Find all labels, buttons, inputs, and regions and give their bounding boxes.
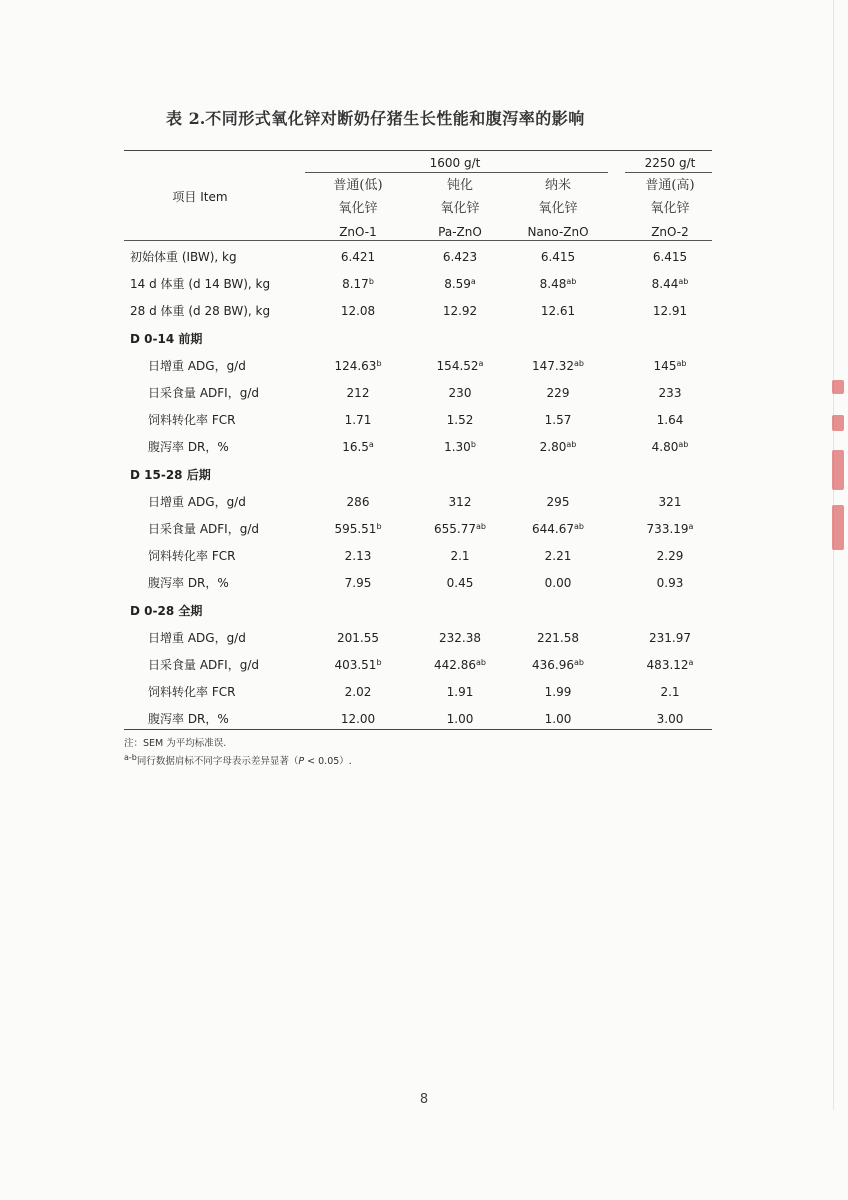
column-header-zh1: 普通(高)	[645, 178, 695, 193]
table-cell	[508, 630, 608, 646]
cell-value: 2.1	[450, 549, 470, 563]
column-header-zh1: 钝化	[446, 178, 473, 193]
cell-value: 595.51	[334, 522, 377, 536]
table-cell	[303, 630, 413, 646]
table-title	[166, 106, 585, 129]
cell-value: 1.57	[544, 413, 572, 427]
cell-value: 12.92	[442, 304, 478, 318]
cell-value: 145	[653, 359, 677, 373]
significance-letter: ab	[678, 277, 689, 286]
significance-letter: a	[368, 440, 374, 449]
table-cell	[625, 358, 715, 374]
cell-value: 2.80	[539, 440, 567, 454]
table-cell	[625, 385, 715, 401]
note-sem: 注：SEM 为平均标准误.	[124, 738, 227, 749]
table-cell	[508, 684, 608, 700]
column-header-code: Nano-ZnO	[527, 225, 589, 239]
cell-value: 1.52	[446, 413, 474, 427]
table-bottom-rule	[124, 729, 712, 730]
note-text: 同行数据肩标不同字母表示差异显著（	[136, 756, 299, 767]
table-cell	[625, 711, 715, 727]
cell-value: 1.99	[544, 685, 572, 699]
table-cell	[303, 249, 413, 265]
cell-value: 2.1	[660, 685, 680, 699]
table-cell	[303, 358, 413, 374]
significance-letter: ab	[574, 658, 584, 667]
table-cell	[410, 575, 510, 591]
cell-value: 8.48	[539, 277, 567, 291]
cell-value: 8.59	[444, 277, 471, 291]
cell-value: 8.44	[651, 277, 679, 291]
cell-value: 1.64	[656, 413, 684, 427]
title-number: 2.	[188, 109, 206, 128]
table-cell	[508, 711, 608, 727]
table-cell	[508, 494, 608, 510]
note-p: P	[298, 756, 305, 767]
table-cell	[410, 303, 510, 319]
cell-value: 1.91	[446, 685, 474, 699]
significance-letter: ab	[574, 359, 584, 368]
cell-value: 0.00	[544, 576, 572, 590]
cell-value: 229	[546, 386, 570, 400]
table-cell	[303, 711, 413, 727]
table-cell	[625, 575, 715, 591]
table-cell	[508, 358, 608, 374]
table-cell	[410, 684, 510, 700]
table-cell	[410, 249, 510, 265]
row-label: 初始体重 (IBW), kg	[130, 250, 237, 264]
cell-value: 4.80	[651, 440, 679, 454]
column-header-code: ZnO-1	[339, 225, 377, 239]
table-cell	[303, 575, 413, 591]
page-number: 8	[419, 1092, 429, 1107]
cell-value: 644.67	[532, 522, 574, 536]
cell-value: 442.86	[434, 658, 476, 672]
table-cell	[625, 412, 715, 428]
cell-value: 124.63	[334, 359, 377, 373]
table-cell	[410, 630, 510, 646]
table-cell	[508, 276, 608, 292]
table-cell	[625, 684, 715, 700]
cell-value: 1.00	[446, 712, 474, 726]
table-cell	[508, 575, 608, 591]
row-label: 日增重 ADG，g/d	[148, 359, 246, 373]
cell-value: 8.17	[342, 277, 369, 291]
table-cell	[303, 439, 413, 455]
table-cell	[625, 630, 715, 646]
cell-value: 233	[658, 386, 682, 400]
cell-value: 6.421	[340, 250, 376, 264]
significance-letter: a	[478, 359, 484, 368]
table-cell	[303, 684, 413, 700]
table-cell	[303, 494, 413, 510]
significance-letter: ab	[676, 359, 687, 368]
table-cell	[625, 548, 715, 564]
row-label: 14 d 体重 (d 14 BW), kg	[130, 277, 271, 291]
significance-letter: b	[368, 277, 374, 286]
table-cell	[410, 412, 510, 428]
section-heading: D 15-28 后期	[130, 468, 211, 482]
significance-letter: a	[470, 277, 476, 286]
cell-value: 0.93	[656, 576, 684, 590]
table-cell	[410, 494, 510, 510]
cell-value: 230	[448, 386, 472, 400]
row-label: 日增重 ADG，g/d	[148, 495, 246, 509]
row-label: 腹泻率 DR，%	[148, 712, 229, 726]
cell-value: 6.415	[540, 250, 576, 264]
section-heading: D 0-14 前期	[130, 332, 203, 346]
table-cell	[303, 521, 413, 537]
note-significance	[124, 753, 352, 767]
table-cell	[303, 657, 413, 673]
table-cell	[508, 521, 608, 537]
header-bottom-rule	[124, 240, 712, 241]
cell-value: 16.5	[342, 440, 369, 454]
table-cell	[303, 276, 413, 292]
column-header-zh2: 氧化锌	[650, 201, 690, 216]
table-cell	[410, 276, 510, 292]
significance-letter: ab	[574, 522, 584, 531]
cell-value: 312	[448, 495, 472, 509]
cell-value: 147.32	[532, 359, 574, 373]
table-cell	[303, 412, 413, 428]
table-cell	[625, 439, 715, 455]
cell-value: 0.45	[446, 576, 474, 590]
cell-value: 12.91	[652, 304, 688, 318]
seal-fragment	[832, 505, 844, 550]
row-label: 腹泻率 DR，%	[148, 440, 229, 454]
row-label: 28 d 体重 (d 28 BW), kg	[130, 304, 271, 318]
header-group-1600: 1600 g/t	[429, 156, 481, 170]
significance-letter: ab	[566, 277, 577, 286]
table-cell	[508, 385, 608, 401]
table-cell	[625, 249, 715, 265]
cell-value: 1.00	[544, 712, 572, 726]
cell-value: 403.51	[334, 658, 377, 672]
scan-edge-line	[833, 0, 834, 1110]
cell-value: 212	[346, 386, 370, 400]
cell-value: 12.08	[340, 304, 376, 318]
cell-value: 1.30	[444, 440, 471, 454]
cell-value: 12.61	[540, 304, 576, 318]
cell-value: 2.13	[344, 549, 372, 563]
cell-value: 286	[346, 495, 370, 509]
cell-value: 655.77	[434, 522, 476, 536]
cell-value: 3.00	[656, 712, 684, 726]
header-group-2250: 2250 g/t	[644, 156, 696, 170]
cell-value: 1.71	[344, 413, 372, 427]
significance-letter: ab	[476, 658, 486, 667]
cell-value: 232.38	[439, 631, 481, 645]
column-header-zh1: 纳米	[544, 178, 571, 193]
seal-fragment	[832, 380, 844, 394]
table-cell	[303, 303, 413, 319]
row-label: 日采食量 ADFI，g/d	[148, 658, 259, 672]
significance-letter: b	[376, 359, 382, 368]
significance-letter: ab	[476, 522, 486, 531]
cell-value: 12.00	[340, 712, 376, 726]
group-2250-rule	[625, 172, 712, 173]
column-header-zh1: 普通(低)	[333, 178, 383, 193]
column-header-code: ZnO-2	[651, 225, 689, 239]
table-cell	[410, 358, 510, 374]
row-label: 腹泻率 DR，%	[148, 576, 229, 590]
table-cell	[508, 303, 608, 319]
title-prefix: 表	[166, 109, 189, 128]
row-label: 饲料转化率 FCR	[148, 685, 236, 699]
cell-value: 2.29	[656, 549, 684, 563]
group-1600-rule	[305, 172, 608, 173]
cell-value: 154.52	[436, 359, 479, 373]
note-text-end: < 0.05）.	[304, 756, 352, 767]
significance-letter: b	[376, 522, 382, 531]
note-sup: a-b	[124, 753, 137, 762]
cell-value: 201.55	[337, 631, 379, 645]
table-cell	[625, 657, 715, 673]
table-cell	[303, 385, 413, 401]
table-cell	[508, 548, 608, 564]
table-cell	[508, 439, 608, 455]
row-label: 饲料转化率 FCR	[148, 413, 236, 427]
table-cell	[410, 548, 510, 564]
cell-value: 436.96	[532, 658, 574, 672]
seal-fragment	[832, 450, 844, 490]
cell-value: 483.12	[646, 658, 689, 672]
table-top-rule	[124, 150, 712, 151]
cell-value: 2.02	[344, 685, 372, 699]
row-label: 日采食量 ADFI，g/d	[148, 386, 259, 400]
cell-value: 295	[546, 495, 570, 509]
cell-value: 221.58	[537, 631, 579, 645]
significance-letter: ab	[678, 440, 689, 449]
column-header-zh2: 氧化锌	[538, 201, 578, 216]
significance-letter: a	[688, 658, 694, 667]
column-header-zh2: 氧化锌	[440, 201, 480, 216]
table-cell	[303, 548, 413, 564]
table-cell	[508, 657, 608, 673]
column-header-zh2: 氧化锌	[338, 201, 378, 216]
significance-letter: ab	[566, 440, 577, 449]
row-label: 日采食量 ADFI，g/d	[148, 522, 259, 536]
table-cell	[410, 521, 510, 537]
significance-letter: a	[688, 522, 694, 531]
table-cell	[410, 385, 510, 401]
section-heading: D 0-28 全期	[130, 604, 203, 618]
column-header-code: Pa-ZnO	[438, 225, 482, 239]
cell-value: 6.423	[442, 250, 478, 264]
table-cell	[625, 521, 715, 537]
title-text: 不同形式氧化锌对断奶仔猪生长性能和腹泻率的影响	[205, 109, 585, 128]
cell-value: 733.19	[646, 522, 689, 536]
cell-value: 321	[658, 495, 682, 509]
cell-value: 6.415	[652, 250, 688, 264]
table-cell	[410, 711, 510, 727]
header-item: 项目 Item	[172, 190, 228, 204]
cell-value: 7.95	[344, 576, 372, 590]
table-cell	[508, 412, 608, 428]
seal-fragment	[832, 415, 844, 431]
table-cell	[625, 494, 715, 510]
cell-value: 231.97	[649, 631, 691, 645]
table-cell	[625, 303, 715, 319]
significance-letter: b	[376, 658, 382, 667]
row-label: 日增重 ADG，g/d	[148, 631, 246, 645]
significance-letter: b	[470, 440, 476, 449]
table-cell	[410, 439, 510, 455]
table-cell	[410, 657, 510, 673]
cell-value: 2.21	[544, 549, 572, 563]
table-cell	[625, 276, 715, 292]
table-cell	[508, 249, 608, 265]
row-label: 饲料转化率 FCR	[148, 549, 236, 563]
